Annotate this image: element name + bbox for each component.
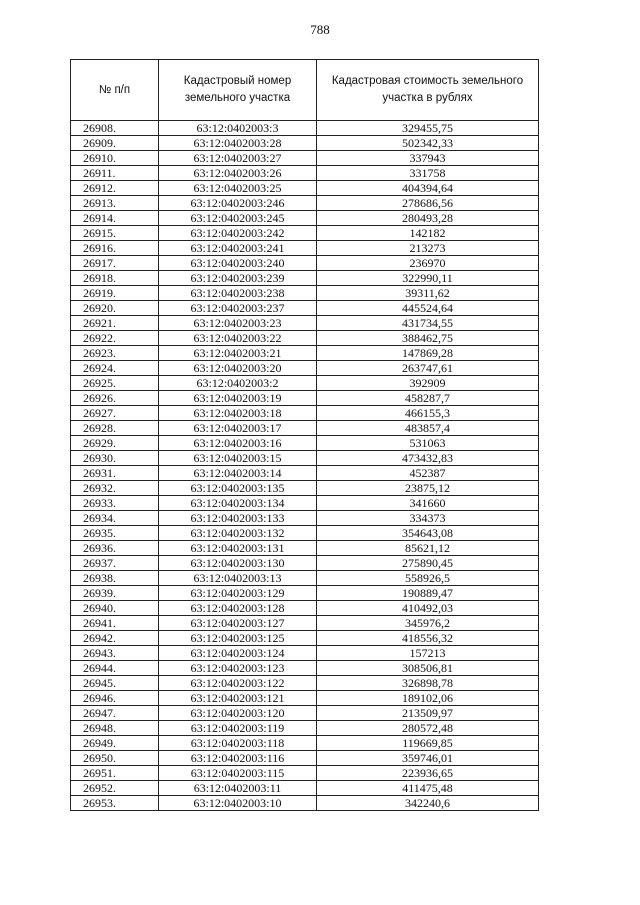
table-row xyxy=(71,631,539,646)
cadastral-number-cell: 63:12:0402003:120 xyxy=(159,706,317,721)
row-number-cell: 26938. xyxy=(71,571,159,586)
row-number-cell: 26927. xyxy=(71,406,159,421)
table-row xyxy=(71,241,539,256)
header-cadastral-cost: Кадастровая стоимость земельного участка в рублях xyxy=(317,60,539,121)
table-row xyxy=(71,766,539,781)
table-row xyxy=(71,796,539,811)
cadastral-cost-cell: 452387 xyxy=(317,466,539,481)
cadastral-number-cell: 63:12:0402003:3 xyxy=(159,121,317,136)
cadastral-number-cell: 63:12:0402003:246 xyxy=(159,196,317,211)
table-row xyxy=(71,406,539,421)
cadastral-number-cell: 63:12:0402003:245 xyxy=(159,211,317,226)
table-row xyxy=(71,391,539,406)
cadastral-cost-cell: 280572,48 xyxy=(317,721,539,736)
cadastral-number-cell: 63:12:0402003:118 xyxy=(159,736,317,751)
cadastral-cost-cell: 223936,65 xyxy=(317,766,539,781)
row-number-cell: 26945. xyxy=(71,676,159,691)
row-number-cell: 26944. xyxy=(71,661,159,676)
cadastral-number-cell: 63:12:0402003:26 xyxy=(159,166,317,181)
table-row xyxy=(71,526,539,541)
cadastral-number-cell: 63:12:0402003:19 xyxy=(159,391,317,406)
cadastral-cost-cell: 190889,47 xyxy=(317,586,539,601)
row-number-cell: 26919. xyxy=(71,286,159,301)
table-row xyxy=(71,571,539,586)
table-row xyxy=(71,121,539,136)
cadastral-number-cell: 63:12:0402003:123 xyxy=(159,661,317,676)
table-row xyxy=(71,736,539,751)
cadastral-cost-cell: 337943 xyxy=(317,151,539,166)
row-number-cell: 26939. xyxy=(71,586,159,601)
cadastral-number-cell: 63:12:0402003:128 xyxy=(159,601,317,616)
table-row xyxy=(71,751,539,766)
cadastral-number-cell: 63:12:0402003:14 xyxy=(159,466,317,481)
cadastral-number-cell: 63:12:0402003:122 xyxy=(159,676,317,691)
cadastral-cost-cell: 558926,5 xyxy=(317,571,539,586)
row-number-cell: 26937. xyxy=(71,556,159,571)
cadastral-number-cell: 63:12:0402003:15 xyxy=(159,451,317,466)
table-row xyxy=(71,166,539,181)
table-row xyxy=(71,496,539,511)
row-number-cell: 26942. xyxy=(71,631,159,646)
table-row xyxy=(71,271,539,286)
table-row xyxy=(71,376,539,391)
cadastral-number-cell: 63:12:0402003:2 xyxy=(159,376,317,391)
cadastral-number-cell: 63:12:0402003:17 xyxy=(159,421,317,436)
cadastral-cost-cell: 334373 xyxy=(317,511,539,526)
table-row xyxy=(71,601,539,616)
row-number-cell: 26948. xyxy=(71,721,159,736)
cadastral-number-cell: 63:12:0402003:115 xyxy=(159,766,317,781)
table-row xyxy=(71,706,539,721)
table-row xyxy=(71,301,539,316)
cadastral-cost-cell: 275890,45 xyxy=(317,556,539,571)
table-row xyxy=(71,286,539,301)
table-row xyxy=(71,136,539,151)
row-number-cell: 26946. xyxy=(71,691,159,706)
table-row xyxy=(71,586,539,601)
row-number-cell: 26930. xyxy=(71,451,159,466)
row-number-cell: 26941. xyxy=(71,616,159,631)
cadastral-number-cell: 63:12:0402003:130 xyxy=(159,556,317,571)
table-row xyxy=(71,181,539,196)
table-row xyxy=(71,616,539,631)
cadastral-number-cell: 63:12:0402003:16 xyxy=(159,436,317,451)
table-row xyxy=(71,646,539,661)
cadastral-cost-cell: 278686,56 xyxy=(317,196,539,211)
cadastral-cost-cell: 431734,55 xyxy=(317,316,539,331)
table-row xyxy=(71,346,539,361)
cadastral-number-cell: 63:12:0402003:21 xyxy=(159,346,317,361)
cadastral-number-cell: 63:12:0402003:20 xyxy=(159,361,317,376)
cadastral-cost-cell: 213273 xyxy=(317,241,539,256)
cadastral-number-cell: 63:12:0402003:133 xyxy=(159,511,317,526)
row-number-cell: 26916. xyxy=(71,241,159,256)
cadastral-cost-cell: 473432,83 xyxy=(317,451,539,466)
cadastral-cost-cell: 326898,78 xyxy=(317,676,539,691)
cadastral-cost-cell: 410492,03 xyxy=(317,601,539,616)
cadastral-number-cell: 63:12:0402003:119 xyxy=(159,721,317,736)
cadastral-cost-cell: 263747,61 xyxy=(317,361,539,376)
cadastral-number-cell: 63:12:0402003:127 xyxy=(159,616,317,631)
row-number-cell: 26925. xyxy=(71,376,159,391)
table-row xyxy=(71,361,539,376)
cadastral-cost-cell: 458287,7 xyxy=(317,391,539,406)
cadastral-number-cell: 63:12:0402003:242 xyxy=(159,226,317,241)
row-number-cell: 26924. xyxy=(71,361,159,376)
row-number-cell: 26950. xyxy=(71,751,159,766)
cadastral-number-cell: 63:12:0402003:10 xyxy=(159,796,317,811)
table-row xyxy=(71,556,539,571)
table-row xyxy=(71,316,539,331)
cadastral-cost-cell: 388462,75 xyxy=(317,331,539,346)
cadastral-cost-cell: 466155,3 xyxy=(317,406,539,421)
cadastral-cost-cell: 308506,81 xyxy=(317,661,539,676)
cadastral-cost-cell: 329455,75 xyxy=(317,121,539,136)
table-row xyxy=(71,451,539,466)
cadastral-cost-cell: 142182 xyxy=(317,226,539,241)
table-row xyxy=(71,211,539,226)
row-number-cell: 26929. xyxy=(71,436,159,451)
row-number-cell: 26949. xyxy=(71,736,159,751)
cadastral-cost-cell: 354643,08 xyxy=(317,526,539,541)
header-cadastral-number: Кадастровый номер земельного участка xyxy=(159,60,317,121)
cadastral-cost-cell: 483857,4 xyxy=(317,421,539,436)
cadastral-cost-cell: 23875,12 xyxy=(317,481,539,496)
cadastral-number-cell: 63:12:0402003:22 xyxy=(159,331,317,346)
row-number-cell: 26953. xyxy=(71,796,159,811)
cadastral-number-cell: 63:12:0402003:238 xyxy=(159,286,317,301)
table-header-row xyxy=(71,60,539,121)
row-number-cell: 26936. xyxy=(71,541,159,556)
cadastral-cost-cell: 502342,33 xyxy=(317,136,539,151)
cadastral-number-cell: 63:12:0402003:237 xyxy=(159,301,317,316)
row-number-cell: 26918. xyxy=(71,271,159,286)
cadastral-number-cell: 63:12:0402003:121 xyxy=(159,691,317,706)
cadastral-cost-cell: 147869,28 xyxy=(317,346,539,361)
cadastral-cost-cell: 39311,62 xyxy=(317,286,539,301)
cadastral-number-cell: 63:12:0402003:18 xyxy=(159,406,317,421)
table-row xyxy=(71,676,539,691)
row-number-cell: 26912. xyxy=(71,181,159,196)
cadastral-cost-cell: 119669,85 xyxy=(317,736,539,751)
table-row xyxy=(71,436,539,451)
cadastral-cost-cell: 418556,32 xyxy=(317,631,539,646)
cadastral-cost-cell: 213509,97 xyxy=(317,706,539,721)
cadastral-number-cell: 63:12:0402003:134 xyxy=(159,496,317,511)
row-number-cell: 26932. xyxy=(71,481,159,496)
table-row xyxy=(71,466,539,481)
table-row xyxy=(71,151,539,166)
row-number-cell: 26940. xyxy=(71,601,159,616)
table-row xyxy=(71,256,539,271)
cadastral-number-cell: 63:12:0402003:124 xyxy=(159,646,317,661)
cadastral-cost-cell: 411475,48 xyxy=(317,781,539,796)
cadastral-number-cell: 63:12:0402003:11 xyxy=(159,781,317,796)
row-number-cell: 26922. xyxy=(71,331,159,346)
row-number-cell: 26926. xyxy=(71,391,159,406)
table-body xyxy=(71,121,539,811)
table-row xyxy=(71,331,539,346)
row-number-cell: 26921. xyxy=(71,316,159,331)
cadastral-number-cell: 63:12:0402003:131 xyxy=(159,541,317,556)
cadastral-cost-cell: 445524,64 xyxy=(317,301,539,316)
row-number-cell: 26913. xyxy=(71,196,159,211)
cadastral-cost-cell: 189102,06 xyxy=(317,691,539,706)
row-number-cell: 26931. xyxy=(71,466,159,481)
table-row xyxy=(71,691,539,706)
row-number-cell: 26909. xyxy=(71,136,159,151)
cadastral-number-cell: 63:12:0402003:125 xyxy=(159,631,317,646)
row-number-cell: 26952. xyxy=(71,781,159,796)
cadastral-cost-cell: 157213 xyxy=(317,646,539,661)
cadastral-cost-cell: 342240,6 xyxy=(317,796,539,811)
cadastral-cost-cell: 392909 xyxy=(317,376,539,391)
cadastral-number-cell: 63:12:0402003:13 xyxy=(159,571,317,586)
cadastral-number-cell: 63:12:0402003:129 xyxy=(159,586,317,601)
cadastral-number-cell: 63:12:0402003:28 xyxy=(159,136,317,151)
row-number-cell: 26917. xyxy=(71,256,159,271)
cadastral-cost-cell: 341660 xyxy=(317,496,539,511)
cadastral-table xyxy=(70,59,539,811)
cadastral-cost-cell: 404394,64 xyxy=(317,181,539,196)
row-number-cell: 26923. xyxy=(71,346,159,361)
cadastral-cost-cell: 85621,12 xyxy=(317,541,539,556)
row-number-cell: 26908. xyxy=(71,121,159,136)
cadastral-number-cell: 63:12:0402003:240 xyxy=(159,256,317,271)
row-number-cell: 26914. xyxy=(71,211,159,226)
row-number-cell: 26915. xyxy=(71,226,159,241)
table-row xyxy=(71,541,539,556)
table-row xyxy=(71,481,539,496)
row-number-cell: 26928. xyxy=(71,421,159,436)
cadastral-number-cell: 63:12:0402003:23 xyxy=(159,316,317,331)
cadastral-cost-cell: 331758 xyxy=(317,166,539,181)
table-row xyxy=(71,421,539,436)
cadastral-cost-cell: 280493,28 xyxy=(317,211,539,226)
cadastral-number-cell: 63:12:0402003:239 xyxy=(159,271,317,286)
row-number-cell: 26947. xyxy=(71,706,159,721)
table-row xyxy=(71,781,539,796)
table-row xyxy=(71,721,539,736)
row-number-cell: 26943. xyxy=(71,646,159,661)
row-number-cell: 26933. xyxy=(71,496,159,511)
row-number-cell: 26951. xyxy=(71,766,159,781)
table-row xyxy=(71,196,539,211)
cadastral-cost-cell: 531063 xyxy=(317,436,539,451)
cadastral-number-cell: 63:12:0402003:25 xyxy=(159,181,317,196)
row-number-cell: 26911. xyxy=(71,166,159,181)
header-row-number: № п/п xyxy=(71,60,159,121)
cadastral-cost-cell: 236970 xyxy=(317,256,539,271)
cadastral-number-cell: 63:12:0402003:132 xyxy=(159,526,317,541)
cadastral-number-cell: 63:12:0402003:27 xyxy=(159,151,317,166)
cadastral-cost-cell: 345976,2 xyxy=(317,616,539,631)
row-number-cell: 26920. xyxy=(71,301,159,316)
cadastral-number-cell: 63:12:0402003:135 xyxy=(159,481,317,496)
page-number: 788 xyxy=(310,22,330,37)
table-row xyxy=(71,661,539,676)
row-number-cell: 26934. xyxy=(71,511,159,526)
cadastral-cost-cell: 359746,01 xyxy=(317,751,539,766)
row-number-cell: 26935. xyxy=(71,526,159,541)
cadastral-number-cell: 63:12:0402003:116 xyxy=(159,751,317,766)
cadastral-cost-cell: 322990,11 xyxy=(317,271,539,286)
row-number-cell: 26910. xyxy=(71,151,159,166)
table-row xyxy=(71,511,539,526)
table-row xyxy=(71,226,539,241)
cadastral-number-cell: 63:12:0402003:241 xyxy=(159,241,317,256)
